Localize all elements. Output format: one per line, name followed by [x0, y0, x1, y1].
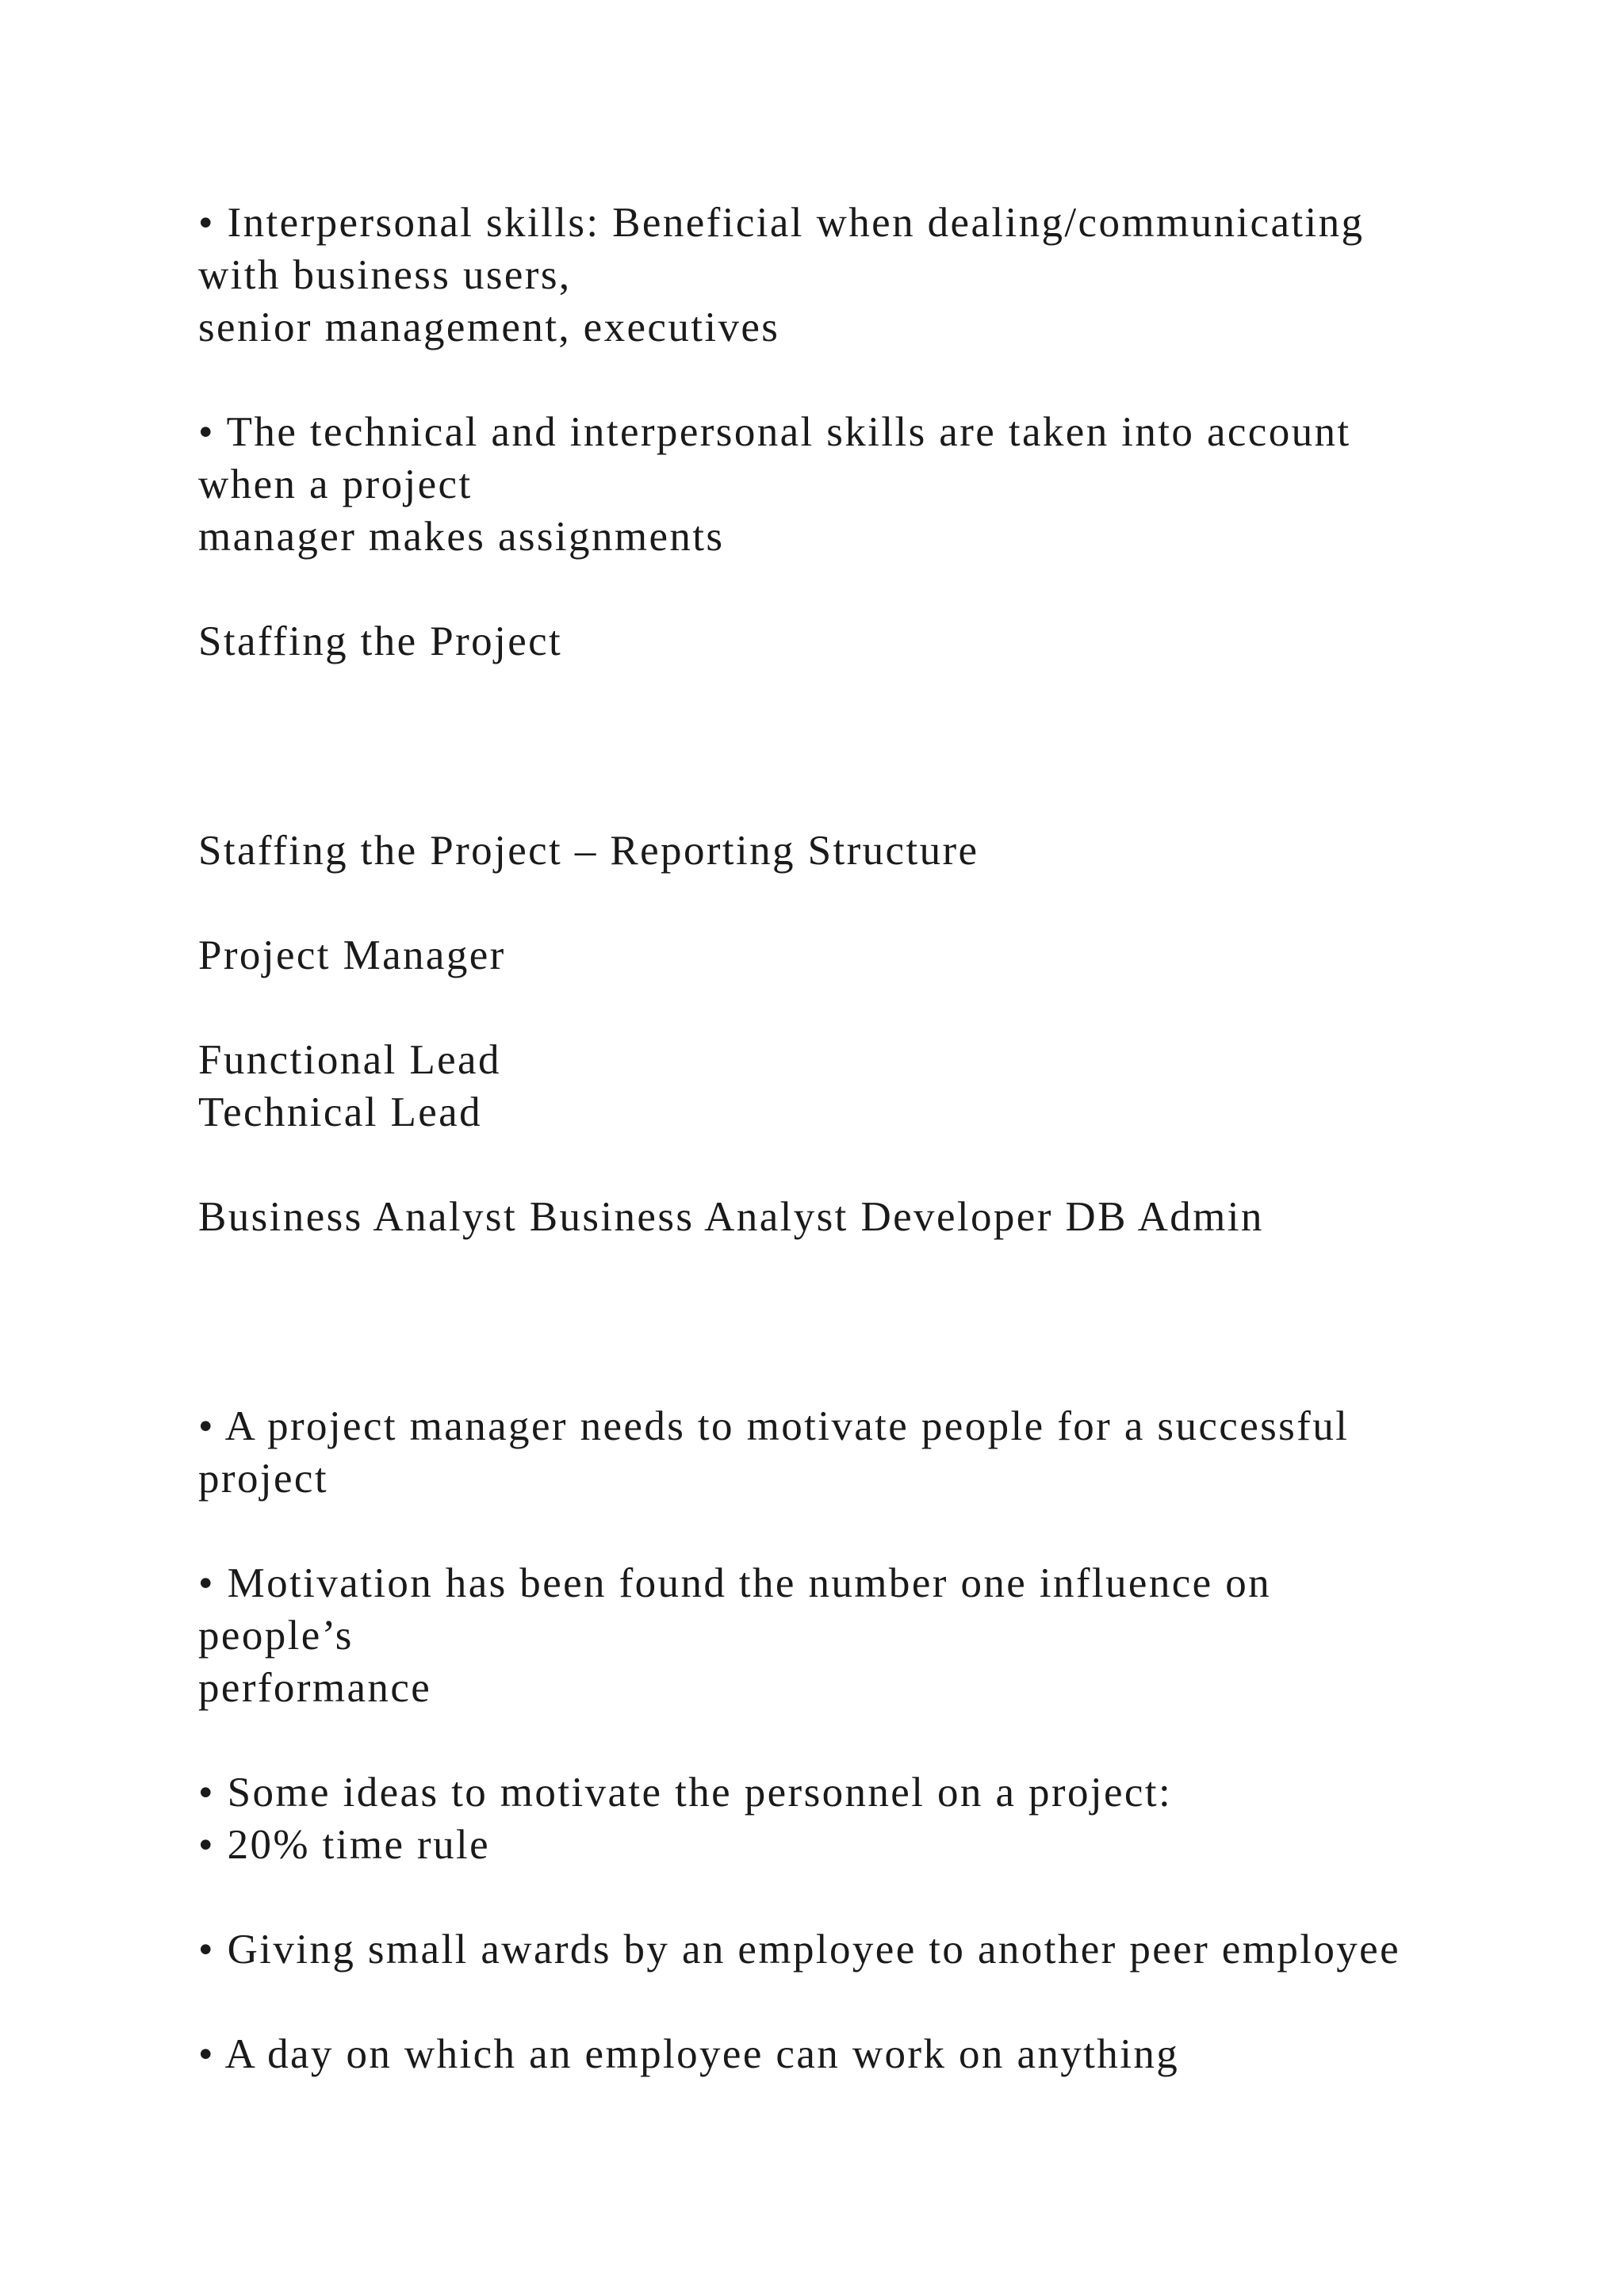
bullet-skills-assignments-line-2: when a project — [198, 461, 473, 507]
bullet-skills-assignments-line-1: • The technical and interpersonal skills are taken into account — [198, 409, 1351, 455]
org-technical-lead: Technical Lead — [198, 1089, 482, 1135]
bullet-motivation-ideas: • Some ideas to motivate the personnel on a project: — [198, 1770, 1173, 1816]
bullet-motivate-people-line-2: project — [198, 1456, 328, 1502]
bullet-small-awards: • Giving small awards by an employee to another peer employee — [198, 1927, 1401, 1973]
bullet-motivation-influence-line-2: people’s — [198, 1613, 354, 1659]
bullet-motivation-influence-line-3: performance — [198, 1665, 432, 1711]
heading-staffing-the-project: Staffing the Project — [198, 618, 563, 664]
bullet-interpersonal-skills-line-3: senior management, executives — [198, 304, 780, 350]
org-team-members: Business Analyst Business Analyst Developer DB Admin — [198, 1194, 1264, 1240]
bullet-skills-assignments-line-3: manager makes assignments — [198, 514, 725, 560]
org-project-manager: Project Manager — [198, 932, 506, 978]
bullet-motivation-influence-line-1: • Motivation has been found the number one influence on — [198, 1560, 1272, 1606]
org-functional-lead: Functional Lead — [198, 1037, 501, 1083]
bullet-free-work-day: • A day on which an employee can work on anything — [198, 2031, 1180, 2077]
bullet-motivate-people-line-1: • A project manager needs to motivate people for a successful — [198, 1403, 1350, 1449]
bullet-interpersonal-skills-line-2: with business users, — [198, 252, 572, 298]
heading-reporting-structure: Staffing the Project – Reporting Structure — [198, 828, 979, 874]
bullet-time-rule: • 20% time rule — [198, 1822, 491, 1868]
bullet-interpersonal-skills-line-1: • Interpersonal skills: Beneficial when dealing/communicating — [198, 200, 1365, 246]
